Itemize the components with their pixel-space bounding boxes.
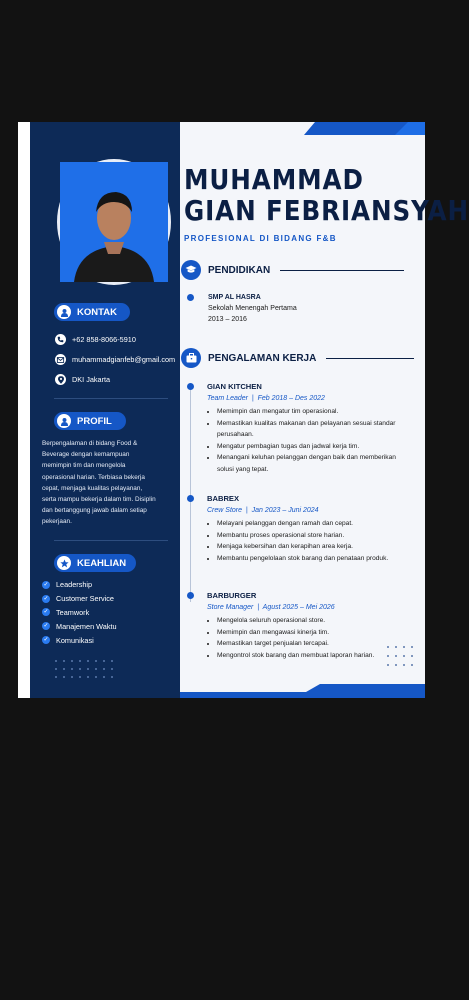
contact-heading: KONTAK [54, 303, 130, 321]
top-accent-stripe [180, 122, 425, 136]
resume-page [18, 122, 469, 698]
timeline-dot [187, 495, 194, 502]
job-duties: • Mengelola seluruh operasional store. • Memimpin dan mengawasi kinerja tim. • Memastikan target penjualan tercapai. • Mengontrol stok barang dan membuat laporan harian. [207, 615, 412, 661]
job-duties: • Memimpin dan mengatur tim operasional. • Memastikan kualitas makanan dan pelayanan sesuai standar perusahaan. • Mengatur pembagian tugas dan jadwal kerja tim. • Menangani keluhan pelanggan dengan baik dan memberikan solusi yang tepat. [207, 406, 412, 476]
job-role-line: Store Manager | Agust 2025 – Mei 2026 [207, 604, 335, 611]
star-icon [57, 556, 71, 570]
mail-icon [55, 354, 66, 365]
education-entry: SMP AL HASRA Sekolah Menengah Pertama 2013 – 2016 [208, 294, 297, 323]
skill-item: ✓ Customer Service [43, 594, 114, 604]
education-heading: PENDIDIKAN [181, 260, 404, 280]
name-line-2: GIAN FEBRIANSYAH [184, 194, 469, 227]
sidebar-divider [54, 540, 168, 541]
timeline-dot [187, 383, 194, 390]
profile-heading: PROFIL [54, 412, 126, 430]
job-entry: BABREX Crew Store | Jan 2023 – Juni 2024 • Melayani pelanggan dengan ramah dan cepat. • Membantu proses operasional store harian. • Menjaga kebersihan dan kerapihan area kerja. • Membantu pengelolaan stok barang dan penataan produk. [207, 494, 412, 564]
heading-rule [326, 358, 414, 359]
contact-location: DKI Jakarta [55, 374, 110, 385]
skill-item: ✓ Manajemen Waktu [43, 621, 117, 631]
sidebar-divider [54, 398, 168, 399]
check-icon: ✓ [43, 609, 49, 616]
contact-phone: +62 858-8066-5910 [55, 334, 136, 345]
skills-heading: KEAHLIAN [54, 554, 136, 572]
location-pin-icon [55, 374, 66, 385]
skill-item: ✓ Komunikasi [43, 635, 94, 645]
profile-text: Berpengalaman di bidang Food & Beverage dengan kemampuan memimpin tim dan mengelola operasional harian. Terbiasa bekerja cepat, menjaga kualitas pelayanan, serta mampu bekerja dalam tim. Disiplin dan bertanggung jawab dalam setiap pekerjaan. [42, 440, 156, 526]
user-icon [57, 414, 71, 428]
check-icon: ✓ [43, 581, 49, 588]
job-entry: GIAN KITCHEN Team Leader | Feb 2018 – Des 2022 • Memimpin dan mengatur tim operasional. • Memastikan kualitas makanan dan pelayanan sesuai standar perusahaan. • Mengatur pembagian tugas dan jadwal kerja tim. • Menangani keluhan pelanggan dengan baik dan memberikan solusi yang tepat. [207, 382, 412, 476]
graduation-cap-icon [181, 260, 201, 280]
skills-list [42, 578, 117, 647]
person-portrait-icon [60, 162, 168, 282]
job-entry: BARBURGER Store Manager | Agust 2025 – Mei 2026 • Mengelola seluruh operasional store. • Memimpin dan mengawasi kinerja tim. • Memastikan target penjualan tercapai. • Mengontrol stok barang dan membuat laporan harian. [207, 591, 412, 661]
decorative-dots [55, 660, 113, 678]
experience-heading: PENGALAMAN KERJA [181, 348, 414, 368]
timeline-dot [187, 592, 194, 599]
check-icon: ✓ [43, 595, 49, 602]
candidate-name [184, 164, 469, 226]
professional-title: PROFESIONAL DI BIDANG F&B [184, 234, 337, 243]
check-icon: ✓ [43, 637, 49, 644]
skill-item: ✓ Leadership [43, 580, 93, 590]
user-icon [57, 305, 71, 319]
phone-icon [55, 334, 66, 345]
briefcase-icon [181, 348, 201, 368]
profile-photo [57, 159, 171, 285]
job-role-line: Crew Store | Jan 2023 – Juni 2024 [207, 507, 319, 514]
contact-email: muhammadgianfeb@gmail.com [55, 354, 175, 365]
timeline-dot [187, 294, 194, 301]
job-duties: • Melayani pelanggan dengan ramah dan cepat. • Membantu proses operasional store harian. • Menjaga kebersihan dan kerapihan area kerja. • Membantu pengelolaan stok barang dan penataan produk. [207, 518, 412, 564]
skill-item: ✓ Teamwork [43, 607, 90, 617]
job-role-line: Team Leader | Feb 2018 – Des 2022 [207, 395, 325, 402]
check-icon: ✓ [43, 623, 49, 630]
bottom-accent-stripe [180, 684, 425, 698]
name-line-1: MUHAMMAD [184, 163, 364, 196]
heading-rule [280, 270, 404, 271]
